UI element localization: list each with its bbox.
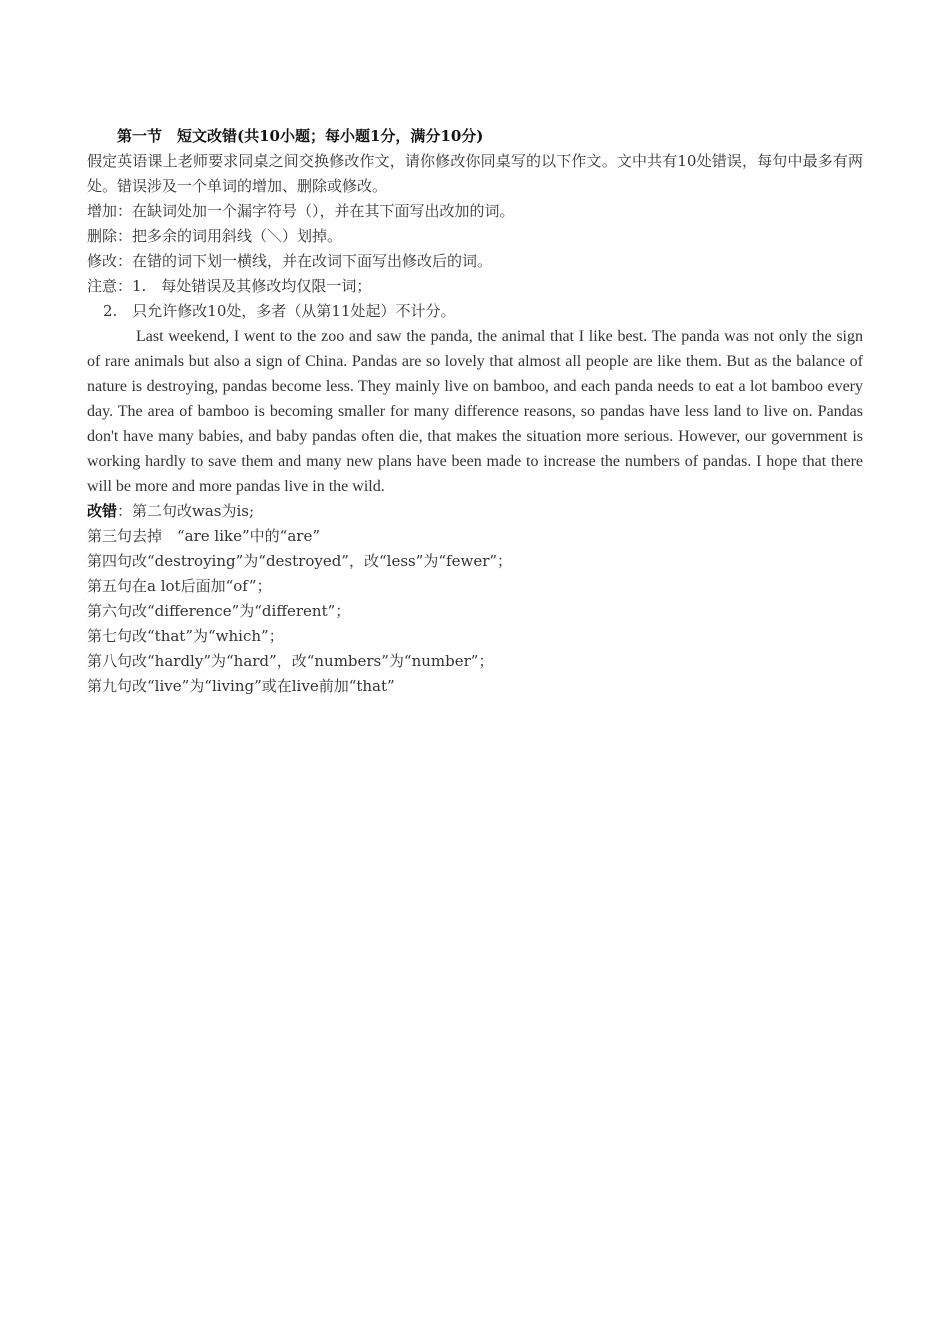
instructions-intro: 假定英语课上老师要求同桌之间交换修改作文，请你修改你同桌写的以下作文。文中共有10处错误，每句中最多有两处。错误涉及一个单词的增加、删除或修改。 [87, 152, 863, 195]
answer-line: 第三句去掉 “are like”中的“are” [87, 527, 320, 545]
instruction-note-2: 2. 只允许修改10处，多者（从第11处起）不计分。 [103, 302, 456, 320]
answer-line: 第八句改“hardly”为“hard”，改“numbers”为“number”； [87, 652, 494, 670]
instruction-delete: 删除：把多余的词用斜线（＼）划掉。 [87, 227, 343, 245]
answer-line: 第四句改“destroying”为“destroyed”，改“less”为“fewer”； [87, 552, 513, 570]
answer-line: 第七句改“that”为“which”； [87, 627, 284, 645]
answer-line: 第六句改“difference”为“different”； [87, 602, 351, 620]
answer-first-text: ：第二句改was为is; [117, 502, 255, 520]
instruction-note-1: 注意：1. 每处错误及其修改均仅限一词； [87, 277, 372, 295]
essay-paragraph: Last weekend, I went to the zoo and saw the panda, the animal that I like best. The panda was not only the sign of rare animals but also a sign of China. Pandas are so lovely that almost all people are like them. But as the balance of nature is destroying, pandas become less. They mainly live on bamboo, and each panda needs to eat a lot bamboo every day. The area of bamboo is becoming smaller for many difference reasons, so pandas have less land to live on. Pandas don't have many babies, and baby pandas often die, that makes the situation more serious. However, our government is working hardly to save them and many new plans have been made to increase the numbers of pandas. I hope that there will be more and more pandas live in the wild. [87, 328, 863, 495]
instruction-modify: 修改：在错的词下划一横线，并在改词下面写出修改后的词。 [87, 252, 493, 270]
answer-line: 第九句改“live”为“living”或在live前加“that” [87, 677, 395, 695]
document-page [87, 124, 863, 699]
instruction-add: 增加：在缺词处加一个漏字符号（），并在其下面写出改加的词。 [87, 202, 515, 220]
section-title: 第一节 短文改错(共10小题；每小题1分，满分10分) [117, 127, 484, 145]
answer-line: 第五句在a lot后面加“of”； [87, 577, 272, 595]
answer-line-first [87, 499, 863, 524]
answer-label: 改错 [87, 502, 118, 520]
